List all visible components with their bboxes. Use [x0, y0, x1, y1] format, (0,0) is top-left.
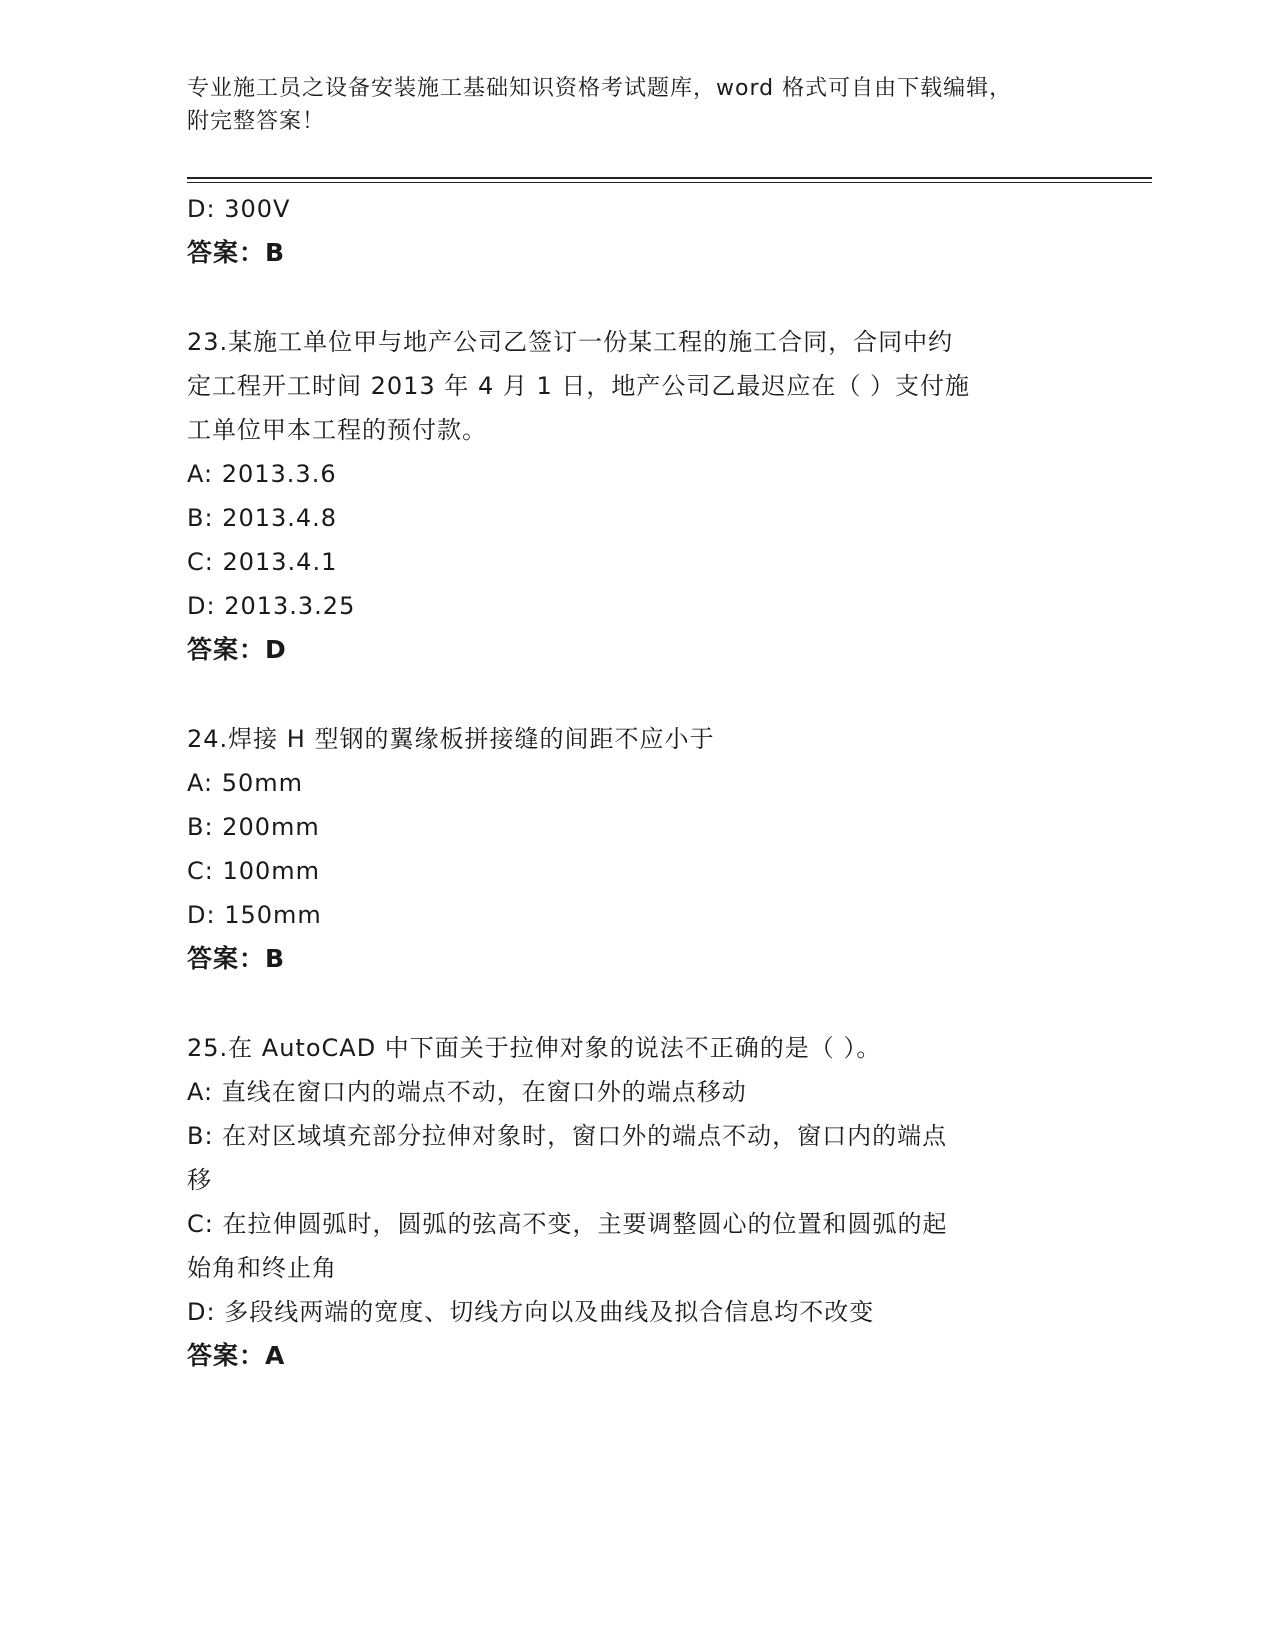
q25-option-c-line-1: C: 在拉伸圆弧时，圆弧的弦高不变，主要调整圆心的位置和圆弧的起: [187, 1210, 948, 1238]
header-divider-thick: [187, 177, 1152, 179]
q24-answer: 答案：B: [187, 944, 286, 973]
q25-option-a: A: 直线在窗口内的端点不动，在窗口外的端点移动: [187, 1078, 747, 1106]
q23-stem-line-1: 23.某施工单位甲与地产公司乙签订一份某工程的施工合同，合同中约: [187, 328, 954, 356]
q25-option-b-line-1: B: 在对区域填充部分拉伸对象时，窗口外的端点不动，窗口内的端点: [187, 1122, 948, 1150]
page-header: [187, 72, 1087, 138]
q23-stem-line-3: 工单位甲本工程的预付款。: [187, 416, 487, 444]
q25-option-b-line-2: 移: [187, 1166, 212, 1194]
q25-option-c-line-2: 始角和终止角: [187, 1254, 337, 1282]
q22-option-d: D: 300V: [187, 195, 291, 223]
q24-option-a: A: 50mm: [187, 769, 304, 797]
q23-answer: 答案：D: [187, 635, 287, 664]
q23-option-c: C: 2013.4.1: [187, 548, 338, 576]
q23-stem-line-2: 定工程开工时间 2013 年 4 月 1 日，地产公司乙最迟应在（ ）支付施: [187, 372, 971, 400]
header-line-2: 附完整答案！: [187, 109, 326, 134]
q23-option-b: B: 2013.4.8: [187, 504, 338, 532]
q22-answer: 答案：B: [187, 238, 286, 267]
header-line-1: 专业施工员之设备安装施工基础知识资格考试题库，word 格式可自由下载编辑，: [187, 76, 1013, 101]
q23-option-d: D: 2013.3.25: [187, 592, 356, 620]
q24-option-c: C: 100mm: [187, 857, 321, 885]
q25-answer: 答案：A: [187, 1341, 286, 1370]
q24-stem: 24.焊接 H 型钢的翼缘板拼接缝的间距不应小于: [187, 725, 715, 753]
q24-option-b: B: 200mm: [187, 813, 320, 841]
q25-stem: 25.在 AutoCAD 中下面关于拉伸对象的说法不正确的是（ ）。: [187, 1034, 882, 1062]
q25-option-d: D: 多段线两端的宽度、切线方向以及曲线及拟合信息均不改变: [187, 1298, 875, 1326]
header-divider-thin: [187, 182, 1152, 183]
q24-option-d: D: 150mm: [187, 901, 322, 929]
q23-option-a: A: 2013.3.6: [187, 460, 337, 488]
